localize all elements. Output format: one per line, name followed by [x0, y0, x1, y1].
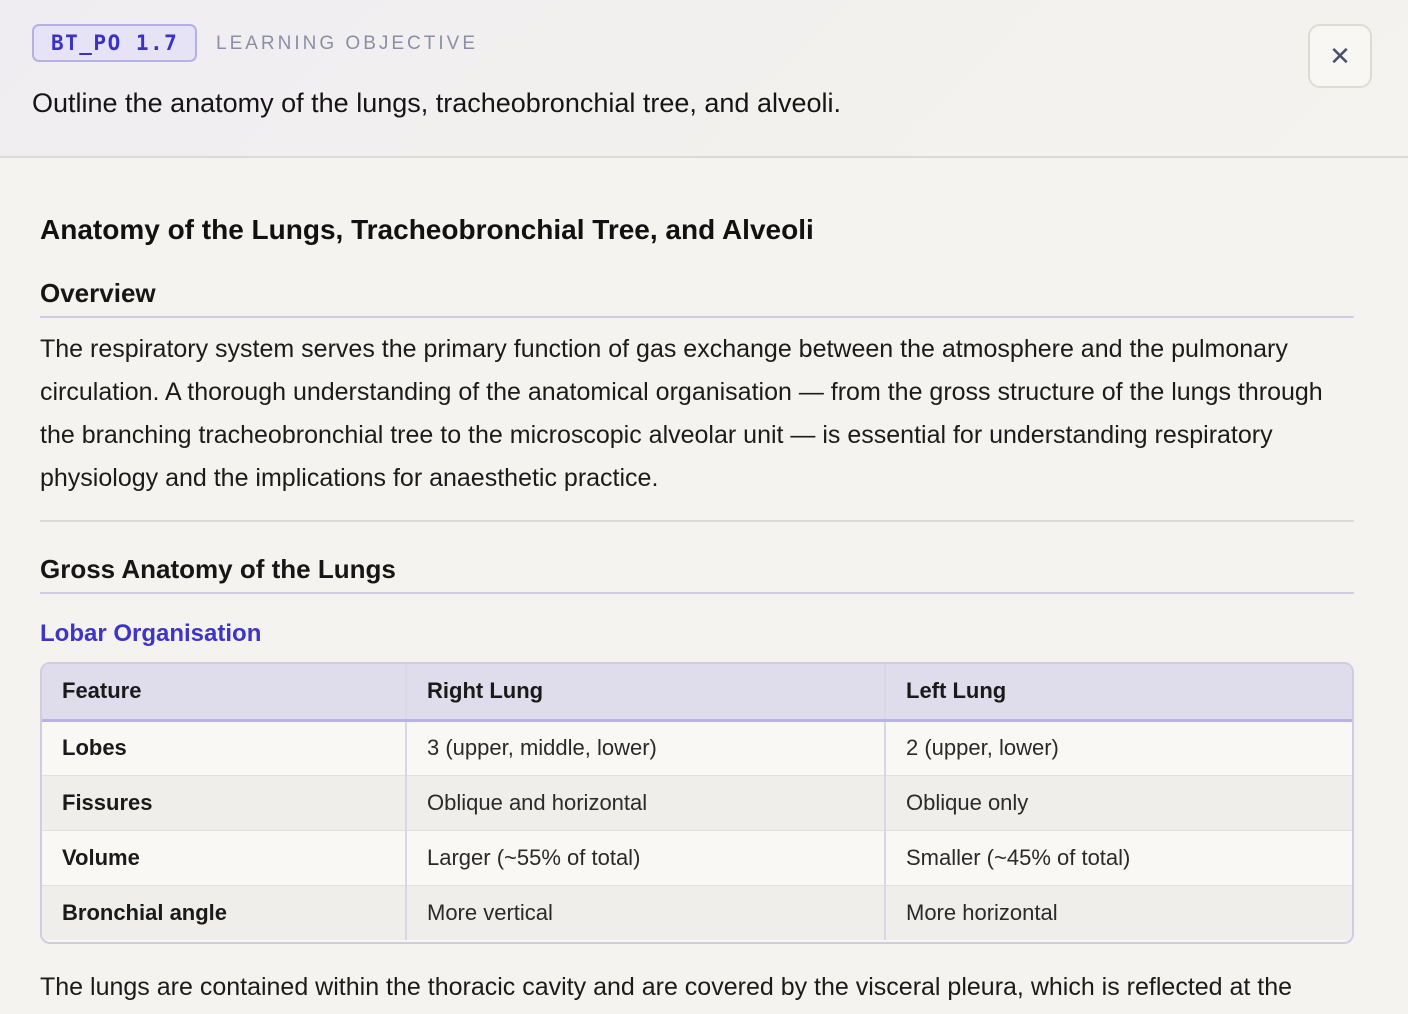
table-cell: 3 (upper, middle, lower)	[406, 720, 885, 775]
column-header: Right Lung	[406, 664, 885, 720]
lobar-table	[40, 662, 1354, 944]
table-cell-feature: Fissures	[42, 775, 406, 830]
table-row	[42, 720, 1352, 775]
table-cell-feature: Volume	[42, 830, 406, 885]
column-header: Feature	[42, 664, 406, 720]
overview-paragraph: The respiratory system serves the primary function of gas exchange between the atmosphere and the pulmonary circulation. A thorough understanding of the anatomical organisation — from the gross structure of the lungs through the branching tracheobronchial tree to the microscopic alveolar unit — is essential for understanding respiratory physiology and the implications for anaesthetic practice.	[40, 335, 1323, 492]
lobar-organisation-heading: Lobar Organisation	[40, 620, 262, 647]
table-cell-feature: Lobes	[42, 720, 406, 775]
table-cell: More vertical	[406, 885, 885, 940]
table-row	[42, 830, 1352, 885]
table-cell: Larger (~55% of total)	[406, 830, 885, 885]
overview-section-header	[40, 276, 1354, 318]
table-cell: Smaller (~45% of total)	[906, 844, 1131, 870]
overview-heading: Overview	[40, 278, 156, 308]
gross-anatomy-section-header	[40, 552, 1354, 594]
objective-label: LEARNING OBJECTIVE	[216, 33, 478, 54]
objective-code-badge: BT_PO 1.7	[32, 24, 197, 62]
close-button[interactable]	[1308, 24, 1372, 88]
table-cell: Oblique only	[906, 789, 1029, 815]
section-divider	[40, 520, 1354, 522]
gross-anatomy-heading: Gross Anatomy of the Lungs	[40, 554, 396, 584]
close-icon: ✕	[1329, 41, 1351, 71]
table-cell: More horizontal	[906, 899, 1058, 925]
objective-text: Outline the anatomy of the lungs, tracheobronchial tree, and alveoli.	[32, 88, 841, 118]
table-row	[42, 885, 1352, 940]
table-cell: 2 (upper, lower)	[906, 735, 1059, 760]
document-title: Anatomy of the Lungs, Tracheobronchial Tree, and Alveoli	[40, 214, 814, 245]
table-cell-feature: Bronchial angle	[42, 885, 406, 940]
objective-header	[0, 0, 1408, 158]
table-cell: Oblique and horizontal	[406, 775, 885, 830]
table-header-row	[42, 664, 1352, 720]
column-header: Left Lung	[906, 678, 1007, 704]
table-row	[42, 775, 1352, 830]
pleura-paragraph: The lungs are contained within the thoracic cavity and are covered by the visceral pleura, which is reflected at the	[40, 973, 1293, 1001]
